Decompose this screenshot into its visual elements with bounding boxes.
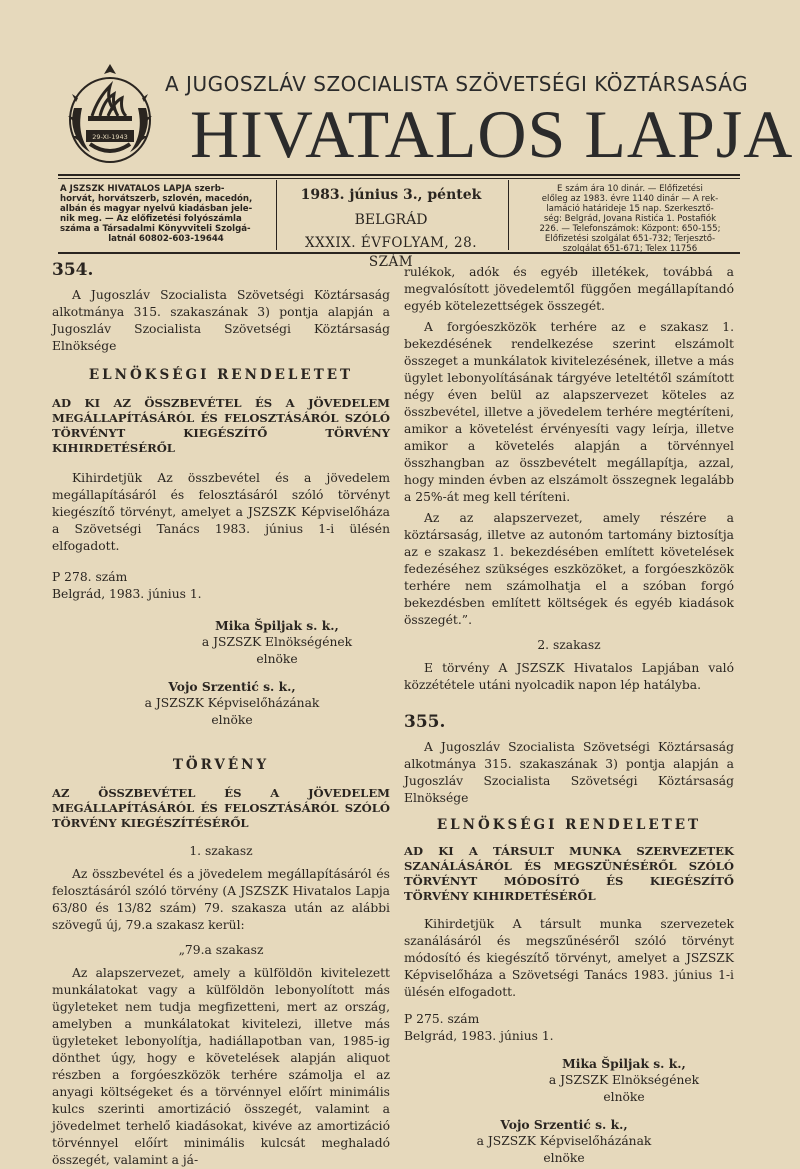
section-2-text: E törvény A JSZSZK Hivatalos Lapjában való közzététele utáni nyolcadik napon lép hatályba. bbox=[404, 661, 734, 692]
issue-info bbox=[283, 186, 499, 272]
signature-2-355: Vojo Srzentić s. k., a JSZSZK Képviselőházának elnöke bbox=[476, 1117, 652, 1165]
price-and-editorial-info: E szám ára 10 dinár. — Előfizetési előleg az 1983. évre 1140 dinár — A rek- lamáció határideje 15 nap. Szerkesztő- ség: Belgrád, Jovana Ristića 1. Postafiók 226. — Telefonszámok: Központ: 650-155; Előfizetési szolgálat 651-732; Terjesztő- szolgálat 651-671; Telex 11756 bbox=[539, 184, 721, 254]
continuation-3: Az az alapszervezet, amely részére a köztársaság, illetve az autonóm tartomány biztosítja az e szakasz 1. bekezdésében említett követelések fedezéséhez szükséges eszközöket, a forgóeszközök terhére nem számolhatja el a szóban forgó bekezdésben említett költségek és egyéb kiadások összegét.”. bbox=[404, 511, 734, 627]
law-heading: TÖRVÉNY bbox=[172, 757, 270, 773]
signature-1: Mika Špiljak s. k., a JSZSZK Elnökségének elnöke bbox=[201, 618, 353, 666]
issue-date: 1983. június 3., péntek bbox=[300, 187, 482, 203]
header-divider-right bbox=[508, 180, 509, 250]
right-column bbox=[404, 264, 734, 1167]
law-title: AZ ÖSSZBEVÉTEL ÉS A JÖVEDELEM MEGÁLLAPÍTÁSÁRÓL ÉS FELOSZTÁSÁRÓL SZÓLÓ TÖRVÉNY KIEGÉSZÍTÉSÉRŐL bbox=[52, 786, 390, 830]
signature-1-355: Mika Špiljak s. k., a JSZSZK Elnökségének elnöke bbox=[548, 1056, 700, 1104]
subscription-info: A JSZSZK HIVATALOS LAPJA szerb- horvát, horvátszerb, szlovén, macedón, albán és magyar nyelvű kiadásban jele- nik meg. — Az előfizetési folyószámla száma a Társadalmi Könyvviteli Szolgá- latnál 60802-603-19644 bbox=[60, 184, 253, 244]
header-divider-left bbox=[276, 180, 277, 250]
item-number-354: 354. bbox=[52, 260, 94, 280]
section-79a-text: Az alapszervezet, amely a külföldön kivitelezett munkálatokat vagy a külföldön lebonyolított más ügyleteket nem tudja megfizetteni, mert az ország, amelyben a munkálatokat kivitelezi, illetve más ügyleteket lebonyolítja, hadiállapotban van, 1985-ig dönthet úgy, hogy e követelések alapján aliquot részben a forgóeszközök terhére számolja el az anyagi költségeket és a törvénnyel előírt minimális kulcs szerinti amortizáció összegét, valamint a jövedelmet terhelő kiadásokat, kivéve az amortizáció törvénnyel előírt minimális kulcsát meghaladó összegét, valamint a já- bbox=[52, 966, 390, 1167]
proclamation: Kihirdetjük Az összbevétel és a jövedelem megállapításáról és felosztásáról szóló törvényt kiegészítő törvényt, amelyet a JSZSZK Képviselőháza a Szövetségi Tanács 1983. június 1-i ülésén elfogadott. bbox=[52, 471, 390, 553]
decree-heading-355: ELNÖKSÉGI RENDELETET bbox=[436, 817, 702, 833]
preamble: A Jugoszláv Szocialista Szövetségi Köztársaság alkotmánya 315. szakaszának 3) pontja alapján a Jugoszláv Szocialista Szövetségi Köztársaság Elnöksége bbox=[52, 288, 390, 353]
reference-date: Belgrád, 1983. június 1. bbox=[52, 587, 202, 601]
issue-place: BELGRÁD bbox=[354, 212, 428, 228]
emblem-date: 29-XI-1943 bbox=[92, 133, 128, 141]
section-79a-heading: „79.a szakasz bbox=[178, 943, 264, 957]
continuation-2: A forgóeszközök terhére az e szakasz 1. bekezdésének rendelkezése szerint elszámolt összeget a munkálatok kivitelezésének, illetve a más ügylet lebonyolításának tárgyéve leteltétől számított négy éven belül az alapszervezet köteles az összbevétel, illetve a jövedelem terhére megtéríteni, amikor a követelést érvényesíti vagy leírja, illetve amikor a követelés alapján a törvénnyel összhangban az összbevételt megállapítja, azzal, hogy minden évben az elszámolt összegnek legalább a 25%-át meg kell téríteni. bbox=[404, 320, 734, 504]
section-2-heading: 2. szakasz bbox=[537, 638, 601, 652]
section-1-heading: 1. szakasz bbox=[189, 844, 253, 858]
reference-date-355: Belgrád, 1983. június 1. bbox=[404, 1029, 554, 1043]
signature-2: Vojo Srzentić s. k., a JSZSZK Képviselőházának elnöke bbox=[144, 679, 320, 727]
proclamation-355: Kihirdetjük A társult munka szervezetek szanálásáról és megszűnéséről szóló törvényt módosító és kiegészítő törvényt, amelyet a JSZSZK Képviselőháza a Szövetségi Tanács 1983. június 1-i ülésén elfogadott. bbox=[404, 917, 734, 999]
state-emblem-icon bbox=[60, 58, 160, 168]
header-rule-top bbox=[58, 174, 740, 176]
item-number-355: 355. bbox=[404, 712, 446, 732]
decree-title: AD KI AZ ÖSSZBEVÉTEL ÉS A JÖVEDELEM MEGÁLLAPÍTÁSÁRÓL ÉS FELOSZTÁSÁRÓL SZÓLÓ TÖRVÉNYT KIEGÉSZÍTŐ TÖRVÉNY KIHIRDETÉSÉRŐL bbox=[52, 396, 390, 455]
section-1-text: Az összbevétel és a jövedelem megállapításáról és felosztásáról szóló törvény (A JSZSZK Hivatalos Lapja 63/80 és 13/82 szám) 79. szakasza után az alábbi szövegű új, 79.a szakasz kerül: bbox=[52, 867, 390, 932]
reference-number: P 278. szám bbox=[52, 570, 128, 584]
continuation-1: rulékok, adók és egyéb illetékek, továbbá a megvalósított jövedelemtől függően megállapítandó egyéb kötelezettségek összegét. bbox=[404, 265, 734, 313]
reference-number-355: P 275. szám bbox=[404, 1012, 480, 1026]
decree-heading: ELNÖKSÉGI RENDELETET bbox=[88, 367, 354, 383]
issue-volume: XXXIX. ÉVFOLYAM, 28. SZÁM bbox=[305, 235, 477, 270]
header-rule-top-thin bbox=[58, 178, 740, 179]
preamble-355: A Jugoszláv Szocialista Szövetségi Köztársaság alkotmánya 315. szakaszának 3) pontja alapján a Jugoszláv Szocialista Szövetségi Köztársaság Elnöksége bbox=[404, 740, 734, 805]
decree-title-355: AD KI A TÁRSULT MUNKA SZERVEZETEK SZANÁLÁSÁRÓL ÉS MEGSZÜNÉSÉRŐL SZÓLÓ TÖRVÉNYT MÓDOSÍTÓ ÉS KIEGÉSZÍTŐ TÖRVÉNY KIHIRDETÉSÉRŐL bbox=[404, 844, 734, 903]
masthead-subtitle: A JUGOSZLÁV SZOCIALISTA SZÖVETSÉGI KÖZTÁRSASÁG bbox=[165, 72, 749, 96]
masthead-title: HIVATALOS LAPJA bbox=[190, 96, 794, 172]
left-column bbox=[52, 262, 390, 1169]
